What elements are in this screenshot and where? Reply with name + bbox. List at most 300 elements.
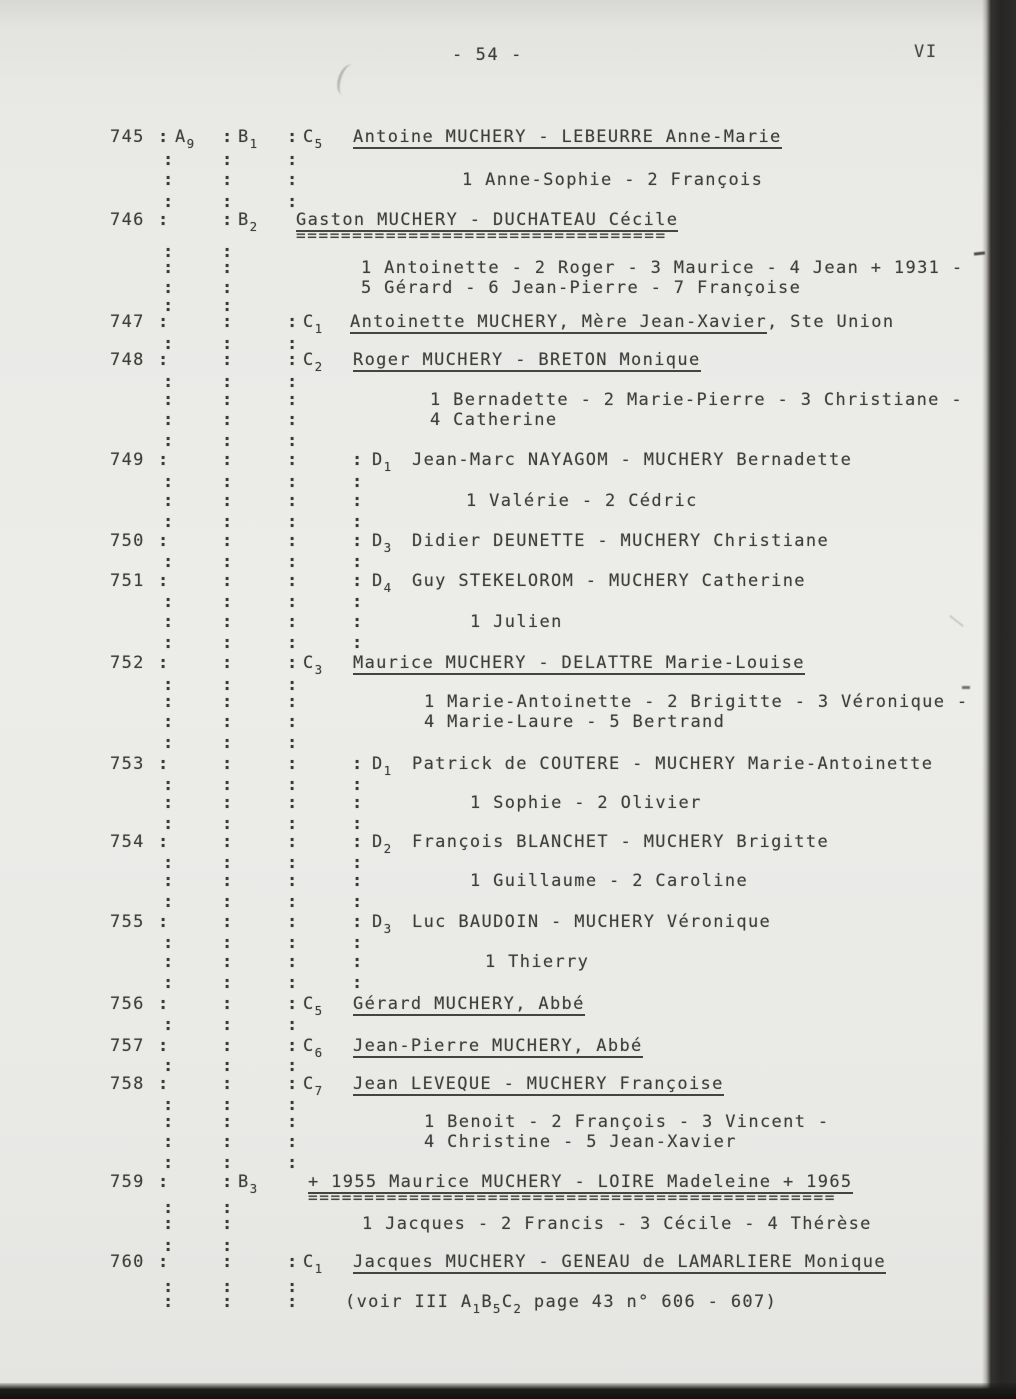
subscript-digit: 3 (314, 662, 324, 677)
children-line (0, 1112, 1016, 1132)
leader-colon: : (287, 1015, 299, 1035)
scan-smudge (334, 62, 362, 98)
leader-dots-row (0, 892, 1016, 912)
gen-code: C5 (303, 994, 323, 1015)
entry-title: + 1955 Maurice MUCHERY - LOIRE Madeleine + 1965 (308, 1172, 853, 1192)
children-line (0, 278, 1016, 298)
leader-colon: : (158, 1036, 170, 1056)
leader-colon: : (287, 832, 299, 852)
leader-colon: : (287, 1277, 299, 1297)
leader-colon: : (163, 933, 175, 953)
scan-edge-right (982, 0, 1016, 1399)
children-list: 1 Benoit - 2 François - 3 Vincent - (424, 1112, 830, 1132)
entry-754 (0, 832, 1016, 856)
leader-colon: : (158, 571, 170, 591)
entry-758 (0, 1074, 1016, 1098)
leader-colon: : (163, 675, 175, 695)
entry-753 (0, 754, 1016, 778)
leader-colon: : (352, 612, 364, 632)
leader-colon: : (222, 350, 234, 370)
gen-code: D1 (372, 450, 392, 471)
leader-colon: : (222, 242, 234, 262)
leader-dots-row (0, 733, 1016, 753)
leader-colon: : (163, 150, 175, 170)
children-list: 1 Julien (470, 612, 563, 632)
leader-colon: : (222, 933, 234, 953)
children-line (0, 612, 1016, 632)
leader-colon: : (352, 853, 364, 873)
children-line (0, 1132, 1016, 1152)
gen-code: D1 (372, 754, 392, 775)
leader-dots-row (0, 1015, 1016, 1035)
leader-colon: : (287, 571, 299, 591)
leader-colon: : (222, 1153, 234, 1173)
leader-colon: : (222, 1198, 234, 1218)
leader-colon: : (287, 1036, 299, 1056)
leader-colon: : (163, 633, 175, 653)
leader-colon: : (158, 127, 170, 147)
leader-colon: : (222, 296, 234, 316)
leader-colon: : (287, 1292, 299, 1312)
double-rule-marks: ================================= (296, 226, 667, 245)
leader-dots-row (0, 150, 1016, 170)
leader-colon: : (222, 832, 234, 852)
leader-colon: : (352, 952, 364, 972)
leader-colon: : (158, 832, 170, 852)
leader-colon: : (352, 633, 364, 653)
leader-colon: : (158, 1074, 170, 1094)
leader-colon: : (158, 531, 170, 551)
leader-colon: : (163, 491, 175, 511)
leader-colon: : (287, 410, 299, 430)
leader-colon: : (287, 1056, 299, 1076)
entry-title: Jacques MUCHERY - GENEAU de LAMARLIERE Monique (353, 1252, 886, 1272)
entry-755 (0, 912, 1016, 936)
children-line (0, 692, 1016, 712)
leader-colon: : (222, 552, 234, 572)
entry-number: 759 (110, 1172, 145, 1192)
leader-colon: : (352, 892, 364, 912)
leader-dots-row (0, 633, 1016, 653)
subscript-digit: 3 (249, 1181, 259, 1196)
leader-dots-row (0, 192, 1016, 212)
children-list: 1 Jacques - 2 Francis - 3 Cécile - 4 Thérèse (362, 1214, 872, 1234)
leader-colon: : (287, 952, 299, 972)
leader-colon: : (352, 512, 364, 532)
leader-colon: : (287, 531, 299, 551)
leader-colon: : (163, 871, 175, 891)
leader-colon: : (222, 390, 234, 410)
entry-number: 760 (110, 1252, 145, 1272)
leader-colon: : (352, 871, 364, 891)
leader-colon: : (222, 814, 234, 834)
leader-dots-row (0, 372, 1016, 392)
leader-colon: : (163, 170, 175, 190)
leader-colon: : (163, 512, 175, 532)
children-list: 1 Anne-Sophie - 2 François (462, 170, 764, 190)
leader-dots-row (0, 933, 1016, 953)
leader-colon: : (352, 571, 364, 591)
leader-colon: : (287, 491, 299, 511)
gen-code: A9 (175, 127, 195, 148)
entry-title: Gérard MUCHERY, Abbé (353, 994, 585, 1014)
leader-colon: : (352, 814, 364, 834)
leader-colon: : (222, 1074, 234, 1094)
leader-colon: : (287, 612, 299, 632)
leader-colon: : (222, 973, 234, 993)
gen-code: D4 (372, 571, 392, 592)
children-list: 1 Antoinette - 2 Roger - 3 Maurice - 4 Jean + 1931 - (361, 258, 964, 278)
section-numeral: VI (914, 42, 938, 62)
leader-colon: : (222, 571, 234, 591)
leader-colon: : (163, 1198, 175, 1218)
entry-title-suffix: , Ste Union (767, 312, 895, 332)
leader-dots-row (0, 512, 1016, 532)
leader-colon: : (222, 450, 234, 470)
children-line (0, 390, 1016, 410)
entry-number: 748 (110, 350, 145, 370)
leader-colon: : (163, 334, 175, 354)
leader-colon: : (352, 552, 364, 572)
leader-colon: : (222, 1277, 234, 1297)
leader-colon: : (158, 350, 170, 370)
leader-dots-row (0, 552, 1016, 572)
children-line (0, 410, 1016, 430)
leader-colon: : (222, 1214, 234, 1234)
entry-title: Jean LEVEQUE - MUCHERY Françoise (353, 1074, 724, 1094)
subscript-digit: 9 (186, 136, 196, 151)
leader-colon: : (222, 633, 234, 653)
leader-colon: : (163, 692, 175, 712)
leader-colon: : (222, 1056, 234, 1076)
leader-colon: : (222, 1252, 234, 1272)
entry-title: Roger MUCHERY - BRETON Monique (353, 350, 701, 370)
leader-colon: : (163, 1056, 175, 1076)
entry-title: Jean-Pierre MUCHERY, Abbé (353, 1036, 643, 1056)
entry-750 (0, 531, 1016, 555)
leader-colon: : (287, 733, 299, 753)
leader-colon: : (222, 712, 234, 732)
leader-dots-row (0, 472, 1016, 492)
gen-code: B3 (238, 1172, 258, 1193)
children-list: 1 Marie-Antoinette - 2 Brigitte - 3 Véronique - (424, 692, 969, 712)
entry-747 (0, 312, 1016, 336)
subscript-digit: 5 (492, 1301, 502, 1316)
leader-colon: : (163, 410, 175, 430)
gen-code: C7 (303, 1074, 323, 1095)
leader-colon: : (222, 410, 234, 430)
leader-colon: : (163, 1015, 175, 1035)
entry-number: 747 (110, 312, 145, 332)
leader-colon: : (287, 552, 299, 572)
leader-colon: : (287, 372, 299, 392)
leader-colon: : (163, 1153, 175, 1173)
leader-colon: : (287, 814, 299, 834)
subscript-digit: 5 (314, 136, 324, 151)
leader-colon: : (222, 853, 234, 873)
leader-colon: : (158, 912, 170, 932)
leader-colon: : (158, 210, 170, 230)
leader-colon: : (287, 973, 299, 993)
leader-colon: : (287, 312, 299, 332)
children-list: 1 Thierry (485, 952, 590, 972)
gen-code: D2 (372, 832, 392, 853)
subscript-digit: 4 (383, 580, 393, 595)
leader-colon: : (222, 472, 234, 492)
leader-colon: : (222, 1095, 234, 1115)
entry-number: 754 (110, 832, 145, 852)
leader-colon: : (287, 712, 299, 732)
leader-colon: : (222, 592, 234, 612)
subscript-digit: 1 (383, 763, 393, 778)
leader-colon: : (158, 994, 170, 1014)
entry-number: 751 (110, 571, 145, 591)
children-line (0, 712, 1016, 732)
leader-colon: : (163, 1095, 175, 1115)
leader-colon: : (287, 150, 299, 170)
leader-colon: : (222, 170, 234, 190)
leader-colon: : (352, 754, 364, 774)
leader-colon: : (287, 912, 299, 932)
leader-colon: : (352, 775, 364, 795)
children-line (0, 793, 1016, 813)
entry-number: 750 (110, 531, 145, 551)
entry-number: 752 (110, 653, 145, 673)
leader-colon: : (163, 592, 175, 612)
leader-colon: : (163, 192, 175, 212)
entry-752 (0, 653, 1016, 677)
leader-colon: : (163, 258, 175, 278)
leader-colon: : (163, 1292, 175, 1312)
leader-colon: : (163, 296, 175, 316)
reference-line (0, 1292, 1016, 1316)
leader-colon: : (163, 390, 175, 410)
scan-edge-bottom (0, 1383, 1016, 1399)
leader-colon: : (222, 531, 234, 551)
leader-colon: : (163, 278, 175, 298)
subscript-digit: 6 (314, 1045, 324, 1060)
leader-colon: : (222, 192, 234, 212)
leader-dots-row (0, 853, 1016, 873)
leader-colon: : (287, 450, 299, 470)
entry-number: 745 (110, 127, 145, 147)
subscript-digit: 1 (249, 136, 259, 151)
entry-751 (0, 571, 1016, 595)
subscript-digit: 2 (513, 1301, 523, 1316)
leader-colon: : (352, 450, 364, 470)
leader-colon: : (222, 491, 234, 511)
leader-colon: : (287, 1112, 299, 1132)
entry-756 (0, 994, 1016, 1018)
entry-760 (0, 1252, 1016, 1276)
leader-colon: : (287, 431, 299, 451)
entry-749 (0, 450, 1016, 474)
leader-colon: : (222, 952, 234, 972)
leader-colon: : (222, 871, 234, 891)
page-number: - 54 - (452, 45, 524, 65)
children-line (0, 871, 1016, 891)
leader-colon: : (352, 793, 364, 813)
leader-colon: : (287, 592, 299, 612)
subscript-digit: 3 (383, 540, 393, 555)
leader-colon: : (222, 1132, 234, 1152)
leader-dots-row (0, 1153, 1016, 1173)
leader-colon: : (222, 754, 234, 774)
leader-colon: : (287, 127, 299, 147)
leader-dots-row (0, 1056, 1016, 1076)
gen-code: D3 (372, 912, 392, 933)
leader-colon: : (287, 1095, 299, 1115)
entry-number: 749 (110, 450, 145, 470)
entry-748 (0, 350, 1016, 374)
gen-code: C2 (303, 350, 323, 371)
entry-title: Guy STEKELOROM - MUCHERY Catherine (412, 571, 806, 591)
leader-colon: : (222, 912, 234, 932)
leader-colon: : (287, 1132, 299, 1152)
leader-colon: : (352, 933, 364, 953)
subscript-digit: 3 (383, 921, 393, 936)
leader-colon: : (163, 1112, 175, 1132)
leader-colon: : (287, 675, 299, 695)
children-line (0, 258, 1016, 278)
leader-colon: : (163, 973, 175, 993)
leader-colon: : (287, 633, 299, 653)
leader-colon: : (158, 1252, 170, 1272)
leader-dots-row (0, 814, 1016, 834)
leader-dots-row (0, 592, 1016, 612)
leader-colon: : (163, 1277, 175, 1297)
leader-colon: : (222, 1236, 234, 1256)
entry-title: Maurice MUCHERY - DELATTRE Marie-Louise (353, 653, 805, 673)
leader-colon: : (163, 793, 175, 813)
children-list: 4 Marie-Laure - 5 Bertrand (424, 712, 726, 732)
subscript-digit: 1 (314, 1261, 324, 1276)
entry-title: Luc BAUDOIN - MUCHERY Véronique (412, 912, 772, 932)
leader-colon: : (222, 210, 234, 230)
leader-colon: : (287, 653, 299, 673)
leader-colon: : (287, 472, 299, 492)
children-list: 1 Valérie - 2 Cédric (466, 491, 698, 511)
leader-colon: : (222, 1015, 234, 1035)
leader-colon: : (287, 775, 299, 795)
leader-colon: : (163, 612, 175, 632)
leader-colon: : (287, 692, 299, 712)
children-list: 4 Catherine (430, 410, 558, 430)
gen-code: C1 (303, 312, 323, 333)
leader-colon: : (287, 1074, 299, 1094)
leader-colon: : (163, 1132, 175, 1152)
gen-code: C5 (303, 127, 323, 148)
leader-colon: : (163, 1214, 175, 1234)
leader-colon: : (222, 612, 234, 632)
leader-colon: : (158, 754, 170, 774)
entry-title: Gaston MUCHERY - DUCHATEAU Cécile (296, 210, 679, 230)
children-list: 1 Sophie - 2 Olivier (470, 793, 702, 813)
leader-colon: : (222, 1112, 234, 1132)
leader-colon: : (352, 491, 364, 511)
leader-colon: : (222, 258, 234, 278)
entry-title: Patrick de COUTERE - MUCHERY Marie-Antoinette (412, 754, 934, 774)
subscript-digit: 2 (383, 841, 393, 856)
leader-colon: : (287, 853, 299, 873)
children-list: 1 Guillaume - 2 Caroline (470, 871, 749, 891)
children-line (0, 170, 1016, 190)
leader-colon: : (287, 933, 299, 953)
leader-colon: : (222, 312, 234, 332)
gen-code: B1 (238, 127, 258, 148)
entry-number: 758 (110, 1074, 145, 1094)
leader-colon: : (287, 334, 299, 354)
leader-colon: : (163, 242, 175, 262)
leader-colon: : (352, 832, 364, 852)
leader-colon: : (163, 733, 175, 753)
leader-colon: : (287, 512, 299, 532)
entry-title: Antoinette MUCHERY, Mère Jean-Xavier (350, 312, 768, 332)
leader-colon: : (163, 952, 175, 972)
leader-colon: : (287, 350, 299, 370)
leader-colon: : (158, 653, 170, 673)
leader-colon: : (287, 1252, 299, 1272)
entry-title: François BLANCHET - MUCHERY Brigitte (412, 832, 830, 852)
children-line (0, 1214, 1016, 1234)
double-rule-marks: =============================================== (308, 1188, 836, 1207)
leader-colon: : (222, 334, 234, 354)
leader-colon: : (352, 472, 364, 492)
subscript-digit: 2 (314, 359, 324, 374)
scan-mark (962, 686, 970, 689)
subscript-digit: 1 (314, 321, 324, 336)
entry-title: Didier DEUNETTE - MUCHERY Christiane (412, 531, 830, 551)
gen-code: B2 (238, 210, 258, 231)
leader-colon: : (222, 372, 234, 392)
subscript-digit: 2 (249, 219, 259, 234)
leader-colon: : (158, 450, 170, 470)
leader-colon: : (287, 892, 299, 912)
leader-colon: : (163, 1236, 175, 1256)
leader-colon: : (222, 994, 234, 1014)
leader-dots-row (0, 973, 1016, 993)
leader-colon: : (222, 512, 234, 532)
entry-title: Jean-Marc NAYAGOM - MUCHERY Bernadette (412, 450, 853, 470)
children-list: 5 Gérard - 6 Jean-Pierre - 7 Françoise (361, 278, 802, 298)
leader-dots-row (0, 431, 1016, 451)
gen-code: C3 (303, 653, 323, 674)
leader-colon: : (163, 431, 175, 451)
leader-colon: : (287, 754, 299, 774)
leader-colon: : (222, 733, 234, 753)
leader-colon: : (287, 170, 299, 190)
leader-colon: : (222, 1036, 234, 1056)
gen-code: C6 (303, 1036, 323, 1057)
subscript-digit: 1 (472, 1301, 482, 1316)
leader-colon: : (287, 793, 299, 813)
leader-colon: : (163, 552, 175, 572)
subscript-digit: 5 (314, 1003, 324, 1018)
leader-colon: : (163, 814, 175, 834)
children-list: 1 Bernadette - 2 Marie-Pierre - 3 Christiane - (430, 390, 963, 410)
leader-colon: : (163, 472, 175, 492)
entry-number: 753 (110, 754, 145, 774)
leader-colon: : (352, 912, 364, 932)
leader-colon: : (158, 1172, 170, 1192)
cross-reference: (voir III A1B5C2 page 43 n° 606 - 607) (345, 1292, 777, 1313)
leader-colon: : (352, 531, 364, 551)
leader-colon: : (287, 390, 299, 410)
leader-colon: : (163, 775, 175, 795)
leader-colon: : (222, 793, 234, 813)
children-line (0, 491, 1016, 511)
children-list: 4 Christine - 5 Jean-Xavier (424, 1132, 737, 1152)
